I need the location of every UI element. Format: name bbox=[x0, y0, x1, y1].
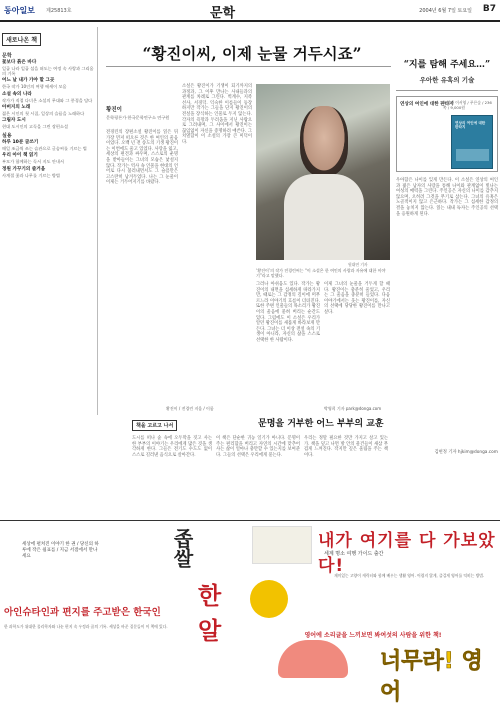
right-headline: “지를 탐해 주세요…” bbox=[403, 60, 491, 70]
book-entry-desc: 현대 도시인의 고독을 그린 장편소설 bbox=[2, 124, 69, 130]
ad-novel-title: 좁쌀 bbox=[170, 528, 194, 568]
book-label: 연상의 여인에 대한 판타지 bbox=[400, 102, 454, 107]
right-body: 우아함은 나이를 잊게 만든다. 이 소설은 연상의 여인과 젊은 남자의 사랑을 통해 나이와 관계없이 빛나는 여성의 매력을 그린다. 주인공은 자신의 나이를 감추지 않으며, 오히려 그것을 무기로 삼는다. 그녀의 유혹은 노골적이지 않고 은근하다. 작가는 그 섬세한 감정의 결을 놓치지 않는다. 읽는 내내 독자는 주인공의 선택을 응원하게 된다. bbox=[396, 178, 498, 217]
right-subheadline: 우아한 유혹의 기술 bbox=[419, 76, 475, 84]
book-entry bbox=[2, 60, 97, 76]
book-entry bbox=[2, 92, 97, 103]
author-byline bbox=[106, 105, 176, 120]
right-byline: 김현정 기자 hjkim@donga.com bbox=[434, 450, 498, 455]
author-role: 문학평론가·한국문학연구소 연구원 bbox=[106, 115, 170, 120]
book-entry-title: 정원 가꾸기의 즐거움 bbox=[2, 166, 46, 172]
book-category: 실용 bbox=[2, 133, 12, 140]
book-info-box bbox=[396, 96, 498, 172]
new-books-column bbox=[2, 27, 98, 415]
book-entry bbox=[2, 78, 97, 89]
book-entry bbox=[2, 118, 97, 129]
ad-english-headline: 영어에 소리글을 느끼보면 봐여섯의 사람을 위한 책! bbox=[304, 632, 442, 639]
ad-einstein-title: 아인슈타인과 편지를 주고받은 한국인 bbox=[4, 607, 161, 618]
author-face bbox=[300, 106, 348, 176]
ad-book-promo-text: 세상에 펼쳐진 이야기 한 권 / 당신의 하루에 작은 쉼표를 / 지금 서점에서 만나세요 bbox=[22, 542, 99, 559]
book-entry-title: 하루 10분 글쓰기 bbox=[2, 140, 39, 146]
page-number: B7 bbox=[482, 4, 496, 14]
main-body-col3: 그러나 아쉬움도 있다. 작가는 황진이의 내면을 섬세하게 따라가지만, 때로는 그 감정의 깊이에 머무르느라 이야기의 흐름이 더뎌진다. 또한 주변 인물들의 목소리가 황진이의 울음에 묻혀 버리는 순간도 있다. 그럼에도 이 소설은 우리가 알던 황진이를 새롭게 바라보게 만든다. 그녀는 더 이상 전설 속의 기생이 아니라, 자신의 삶을 스스로 선택한 한 사람이다. bbox=[256, 282, 320, 343]
book-entry-desc: 사계절 꽃과 나무를 기르는 방법 bbox=[2, 172, 60, 178]
book-entry-title: 꽃보다 붉은 바다 bbox=[2, 60, 37, 65]
ad-einstein-book bbox=[4, 604, 168, 684]
paper-name: 동아일보 bbox=[4, 6, 35, 15]
book-category: 문학 bbox=[2, 53, 12, 59]
book-entry-desc: 한국 작가 10인의 여행 에세이 모음 bbox=[2, 84, 67, 90]
ad-travel-tagline: 세계 명소 여행 가이드 출간 bbox=[324, 551, 384, 557]
book-entry-desc: 젊은 시인의 첫 시집, 일상의 슬픔을 노래하다 bbox=[2, 110, 85, 116]
author-photo bbox=[256, 84, 390, 260]
sub-body-col1: 도시를 떠나 숲 속에 오두막을 짓고 사는 한 부부의 이야기는 우리에게 많은 것을 생각하게 한다. 그들은 전기도 수도도 없이 스스로 길러낸 음식으로 살아간다. bbox=[132, 436, 212, 458]
ad-novel-stamp bbox=[168, 528, 240, 652]
masthead bbox=[0, 0, 500, 22]
sub-article-headline: 문명을 거부한 어느 부부의 교훈 bbox=[258, 419, 384, 429]
book-entry-desc: 매일 조금씩 쓰는 습관으로 글솜씨를 기르는 법 bbox=[2, 146, 87, 152]
issue-date: 2004년 6월 7일 토요일 bbox=[419, 8, 472, 14]
sub-body-col2: 이 책은 단순한 귀농 일기가 아니다. 문명이 주는 편리함을 버리고 자연의 시간에 맞추어 사는 삶이 얼마나 충만할 수 있는지를 보여준다. 그들의 선택은 우리에게 묻는다. bbox=[216, 436, 300, 458]
ad-english-badge bbox=[250, 580, 288, 618]
book-info: 황진이 / 전경린 지음 / 이룸 bbox=[166, 406, 214, 411]
headline-divider bbox=[106, 66, 391, 67]
book-entry bbox=[2, 140, 97, 151]
book-author: 소설가 이서영 / 푸른숲 / 236쪽 / 9,000원 bbox=[443, 100, 492, 110]
book-cover bbox=[451, 115, 493, 169]
book-entry-desc: 작가가 직접 다녀온 소설의 무대와 그 풍경을 담다 bbox=[2, 97, 93, 103]
new-books-list bbox=[2, 52, 97, 178]
book-entry-desc: 부모가 함께하는 독서 지도 안내서 bbox=[2, 159, 64, 165]
ad-novel-subtitle: 한 알 bbox=[198, 581, 222, 645]
ad-english-text: 재미있는 고양이 캐릭터와 함께 배우는 생활 영어. 어렵지 않게, 즐겁게 영어를 익히는 방법. bbox=[334, 573, 485, 578]
main-body-col1: 전경린의 장편소설 황진이를 읽은 뒤 가장 먼저 떠오른 것은 한 여인의 울음이었다. 오백 년 전 송도의 기생 황진이는 이번에도 울고 있었다. 사랑을 잃고, 세상의 편견과 싸우며, 스스로의 운명을 받아들이는 그녀의 모습은 낯설지 않다. 작가는 역사 속 인물을 현대의 언어로 다시 불러내면서도 그 슬픔만은 고스란히 남겨두었다. 나는 그 눈물이 이제는 거두어지기를 바랐다. bbox=[106, 130, 178, 186]
author-name: 황진이 bbox=[106, 107, 122, 113]
book-entry-title: 아버지의 노래 bbox=[2, 104, 31, 110]
ad-english-cat-illustration bbox=[278, 640, 348, 678]
ad-travel-image bbox=[252, 526, 312, 564]
ad-einstein-text: 한 과학도가 위대한 물리학자와 나눈 편지 속 우정과 꿈의 기록. 세상을 바꾼 질문들이 이 책에 있다. bbox=[4, 624, 168, 629]
issue-number: 제25813호 bbox=[46, 8, 72, 14]
book-entry bbox=[2, 105, 97, 116]
book-entry-title: 어느 날 내가 가야 할 그곳 bbox=[2, 78, 55, 84]
ad-divider bbox=[0, 520, 500, 521]
sub-article-label: 책을 고르고 나서 bbox=[132, 420, 177, 431]
book-cover-title: 연상의 여인에 대한 판타지 bbox=[455, 121, 486, 130]
book-entry bbox=[2, 153, 97, 164]
main-body-col2: 소설은 황진이가 기생이 되기까지의 과정과, 그 이후 만나는 사내들과의 관계를 차례로 그린다. 벽계수, 지족선사, 서경덕. 익숙한 이름들이 등장하지만 작가는 그들을 단지 황진이의 전설을 장식하는 인물로 두지 않는다. 각자의 욕망과 두려움을 지닌 사람으로 그려내며, 그 사이에서 황진이는 끊임없이 자신을 증명하려 애쓴다. 그 치열함이 이 소설의 가장 큰 미덕이다. bbox=[182, 84, 252, 145]
ad-travel-headline: 내가 여기를 다 가보았다! bbox=[318, 531, 496, 576]
author-shirt bbox=[284, 174, 364, 260]
section-title: 문학 bbox=[210, 6, 236, 21]
new-books-title: 새로나온 책 bbox=[2, 33, 41, 46]
photo-caption: ‘황진이’의 작가 전경린씨는 “이 소설은 한 여인의 사랑과 자유에 대한 이야기”라고 말했다. bbox=[256, 268, 386, 278]
photo-credit: 원대연 기자 bbox=[348, 262, 368, 267]
book-entry-title: 소설 속의 나라 bbox=[2, 91, 32, 97]
right-article bbox=[396, 60, 498, 458]
right-divider bbox=[396, 90, 498, 91]
book-entry-title: 우리 아이 책 읽기 bbox=[2, 153, 38, 159]
sub-body-col3: 우리는 정말 필요한 것만 가지고 살고 있는가. 책을 덮고 나면 방 안의 물건들이 새삼 무겁게 느껴진다. 작지만 깊은 울림을 주는 책이다. bbox=[304, 436, 388, 458]
main-headline: “황진이씨, 이제 눈물 거두시죠” bbox=[142, 44, 362, 63]
book-cover-band bbox=[456, 149, 489, 161]
ad-english-title: 너무라! 영어 bbox=[380, 649, 483, 705]
book-entry bbox=[2, 167, 97, 178]
main-body-col4: 이제 그녀의 눈물을 거두게 할 때다. 황진이는 충분히 울었고, 우리는 그 울음을 충분히 들었다. 다음 이야기에서는 웃는 황진이를, 자신의 선택에 당당한 황진이를 만나고 싶다. bbox=[324, 282, 390, 315]
ad-english-book bbox=[248, 570, 498, 705]
book-entry-desc: 일곱 나라 일곱 섬을 떠도는 여정 속 사랑과 그리움의 기록 bbox=[2, 66, 94, 77]
book-entry-title: 그림자 도시 bbox=[2, 118, 26, 124]
reporter-byline: 박영희 기자 park@donga.com bbox=[324, 406, 382, 411]
